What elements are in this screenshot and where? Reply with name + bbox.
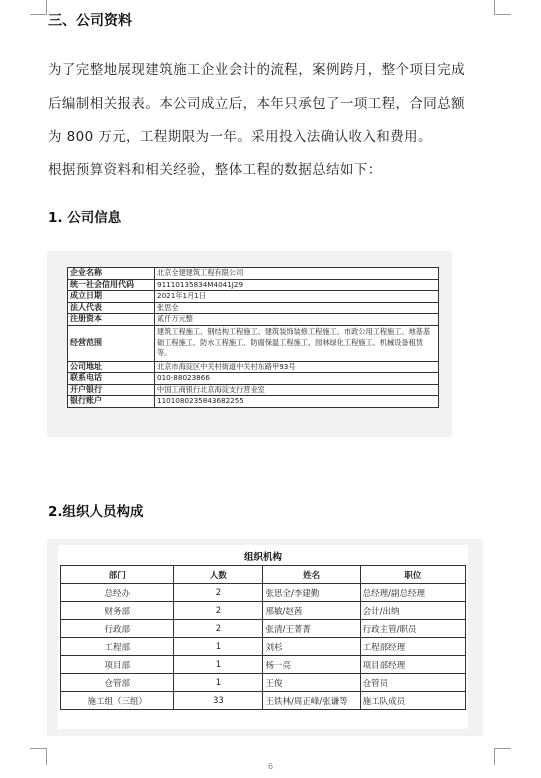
org-cell: 2: [174, 602, 263, 620]
org-cell: 2: [174, 584, 263, 602]
company-info-key: 企业名称: [68, 268, 155, 280]
org-cell: 张思全/李建勤: [263, 584, 360, 602]
company-info-row: [68, 384, 439, 396]
company-info-key: 公司地址: [68, 361, 155, 373]
paragraph-line: 为了完整地展现建筑施工企业会计的流程，案例跨月，整个项目完成: [48, 62, 465, 78]
org-cell: 项目部经理: [360, 656, 465, 674]
paragraph-line: 为 800 万元，工程期限为一年。采用投入法确认收入和费用。: [48, 129, 432, 145]
org-cell: 施工组（三组）: [61, 692, 174, 710]
org-cell: 王俊: [263, 674, 360, 692]
company-info-key: 统一社会信用代码: [68, 279, 155, 291]
company-info-value: 010-88023866: [155, 373, 439, 385]
company-info-key: 经营范围: [68, 325, 155, 361]
org-figure-inner: [58, 545, 468, 729]
org-row: [61, 674, 466, 692]
org-cell: 行政部: [61, 620, 174, 638]
company-info-value: 贰仟万元整: [155, 314, 439, 326]
company-info-key: 银行账户: [68, 396, 155, 408]
subsection-title-company-info: 1. 公司信息: [48, 210, 122, 226]
company-info-table: [67, 267, 439, 408]
company-info-key: 法人代表: [68, 302, 155, 314]
org-cell: 总经理/副总经理: [360, 584, 465, 602]
org-cell: 1: [174, 638, 263, 656]
org-cell: 财务部: [61, 602, 174, 620]
company-info-row: [68, 302, 439, 314]
subsection-title-org: 2.组织人员构成: [48, 504, 144, 520]
org-cell: 施工队成员: [360, 692, 465, 710]
org-row: [61, 656, 466, 674]
org-cell: 仓管部: [61, 674, 174, 692]
org-table-title: 组织机构: [243, 552, 282, 563]
org-row: [61, 638, 466, 656]
org-cell: 王铁林/周正峰/张谦等: [263, 692, 360, 710]
company-info-key: 联系电话: [68, 373, 155, 385]
org-cell: 杨一亮: [263, 656, 360, 674]
paragraph-line: 后编制相关报表。本公司成立后，本年只承包了一项工程，合同总额: [48, 96, 465, 112]
crop-mark-top-left: [30, 0, 47, 15]
company-info-row: [68, 279, 439, 291]
company-info-row: [68, 314, 439, 326]
paragraph-line: 根据预算资料和相关经验，整体工程的数据总结如下：: [48, 162, 382, 178]
company-info-value: 建筑工程施工、钢结构工程施工、建筑装饰装修工程施工、市政公用工程施工、地基基础工程施工、防水工程施工、防腐保温工程施工、园林绿化工程施工、机械设备租赁等。: [155, 325, 439, 361]
org-header-cell: 人数: [174, 566, 263, 584]
company-info-value: 2021年1月1日: [155, 291, 439, 303]
org-cell: 工程部经理: [360, 638, 465, 656]
org-cell: 张清/王菁菁: [263, 620, 360, 638]
section-title: 三、公司资料: [48, 13, 132, 29]
company-info-row: [68, 291, 439, 303]
org-cell: 项目部: [61, 656, 174, 674]
org-row: [61, 620, 466, 638]
org-header-cell: 姓名: [263, 566, 360, 584]
org-cell: 2: [174, 620, 263, 638]
org-table: [60, 565, 466, 710]
org-cell: 33: [174, 692, 263, 710]
page-number: 6: [267, 762, 274, 771]
org-header-cell: 部门: [61, 566, 174, 584]
org-cell: 1: [174, 674, 263, 692]
org-row: [61, 692, 466, 710]
org-row: [61, 602, 466, 620]
org-header-row: [61, 566, 466, 584]
org-cell: 邢敏/赵茜: [263, 602, 360, 620]
org-cell: 仓管员: [360, 674, 465, 692]
company-info-value: 91110135834M4041J29: [155, 279, 439, 291]
company-info-row: [68, 396, 439, 408]
company-info-key: 注册资本: [68, 314, 155, 326]
org-header-cell: 职位: [360, 566, 465, 584]
org-cell: 1: [174, 656, 263, 674]
org-row: [61, 584, 466, 602]
company-info-row: [68, 325, 439, 361]
org-cell: 总经办: [61, 584, 174, 602]
company-info-key: 成立日期: [68, 291, 155, 303]
company-info-row: [68, 373, 439, 385]
org-cell: 行政主管/职员: [360, 620, 465, 638]
company-info-row: [68, 361, 439, 373]
company-info-value: 张思全: [155, 302, 439, 314]
company-info-value: 中国工商银行北京海淀支行营业室: [155, 384, 439, 396]
company-info-row: [68, 268, 439, 280]
org-cell: 工程部: [61, 638, 174, 656]
company-info-key: 开户银行: [68, 384, 155, 396]
crop-mark-top-right: [494, 0, 511, 15]
org-cell: 刘杉: [263, 638, 360, 656]
org-cell: 会计/出纳: [360, 602, 465, 620]
company-info-value: 1101080235843682255: [155, 396, 439, 408]
company-info-value: 北京市海淀区中关村街道中关村东路甲93号: [155, 361, 439, 373]
org-figure: [47, 539, 483, 736]
company-info-figure: [47, 251, 452, 437]
company-info-value: 北京全建建筑工程有限公司: [155, 268, 439, 280]
